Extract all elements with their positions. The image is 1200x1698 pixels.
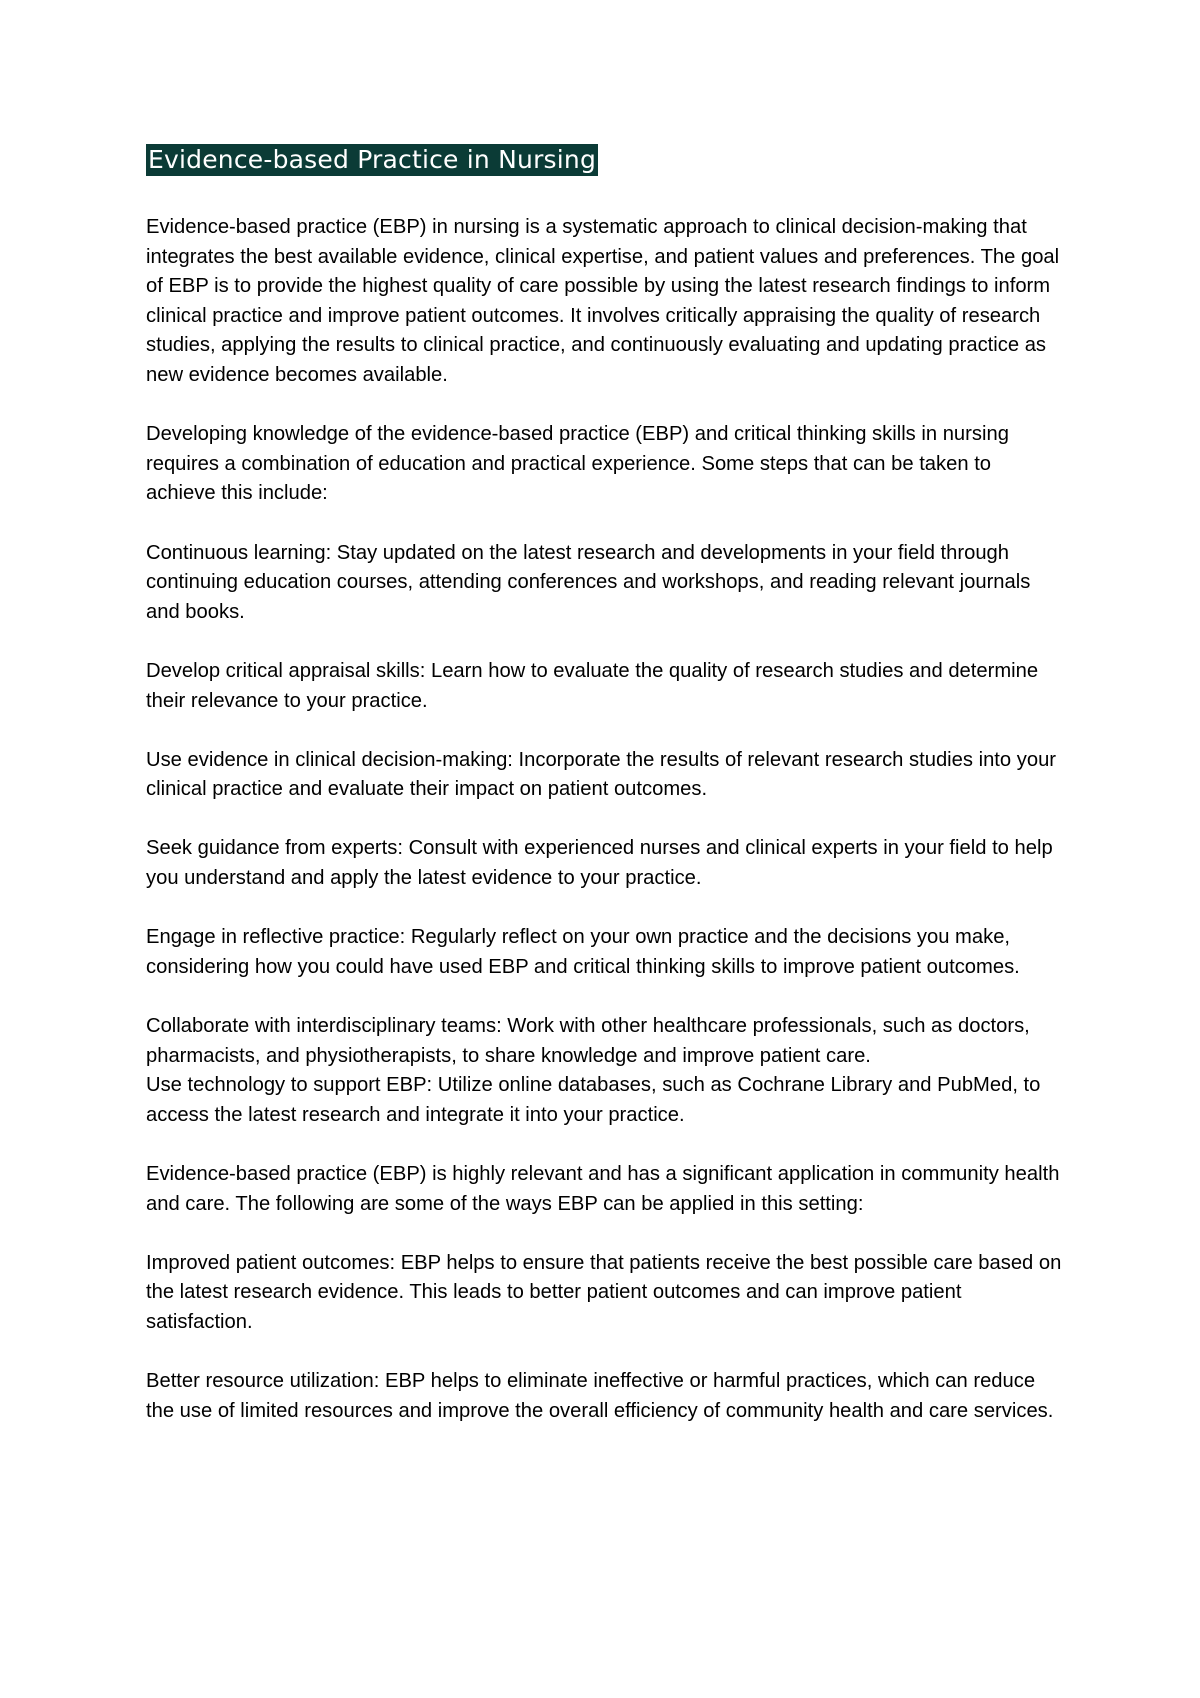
paragraph-reflective-practice: Engage in reflective practice: Regularly reflect on your own practice and the decisions you make, considering how you could have used EBP and critical thinking skills to improve patient outcomes. — [146, 926, 1020, 978]
paragraph-ebp-definition: Evidence-based practice (EBP) in nursing is a systematic approach to clinical decision-making that integrates the best available evidence, clinical expertise, and patient values and preferences. The goal of EBP is to provide the highest quality of care possible by using the latest research findings to inform clinical practice and improve patient outcomes. It involves critically appraising the quality of research studies, applying the results to clinical practice, and continuously evaluating and updating practice as new evidence becomes available. — [146, 216, 1060, 386]
document-title: Evidence-based Practice in Nursing — [148, 145, 597, 174]
paragraph-clinical-decision-making: Use evidence in clinical decision-making: Incorporate the results of relevant research studies into your clinical practice and evaluate their impact on patient outcomes. — [146, 748, 1057, 801]
paragraph-use-technology: Use technology to support EBP: Utilize online databases, such as Cochrane Library and PubMed, to access the latest research and integrate it into your practice. — [146, 1074, 1041, 1126]
paragraph-resource-utilization: Better resource utilization: EBP helps to eliminate ineffective or harmful practices, which can reduce the use of limited resources and improve the overall efficiency of community health and care services. — [146, 1370, 1054, 1422]
document-body — [146, 144, 1066, 1456]
paragraph-improved-outcomes: Improved patient outcomes: EBP helps to ensure that patients receive the best possible care based on the latest research evidence. This leads to better patient outcomes and can improve patient satisfaction. — [146, 1251, 1062, 1333]
paragraph-interdisciplinary-teams: Collaborate with interdisciplinary teams: Work with other healthcare professionals, such as doctors, pharmacists, and physiotherapists, to share knowledge and improve patient care. — [146, 1015, 1030, 1067]
paragraph-developing-knowledge: Developing knowledge of the evidence-based practice (EBP) and critical thinking skills in nursing requires a combination of education and practical experience. Some steps that can be taken to achieve this include: — [146, 423, 1009, 505]
paragraph-continuous-learning: Continuous learning: Stay updated on the latest research and developments in your field through continuing education courses, attending conferences and workshops, and reading relevant journals and books. — [146, 541, 1031, 623]
title-row — [146, 144, 1066, 176]
paragraph-community-health: Evidence-based practice (EBP) is highly relevant and has a significant application in community health and care. The following are some of the ways EBP can be applied in this setting: — [146, 1163, 1060, 1215]
paragraph-critical-appraisal: Develop critical appraisal skills: Learn how to evaluate the quality of research studies and determine their relevance to your practice. — [146, 659, 1039, 712]
paragraph-seek-guidance: Seek guidance from experts: Consult with experienced nurses and clinical experts in your field to help you understand and apply the latest evidence to your practice. — [146, 837, 1053, 890]
